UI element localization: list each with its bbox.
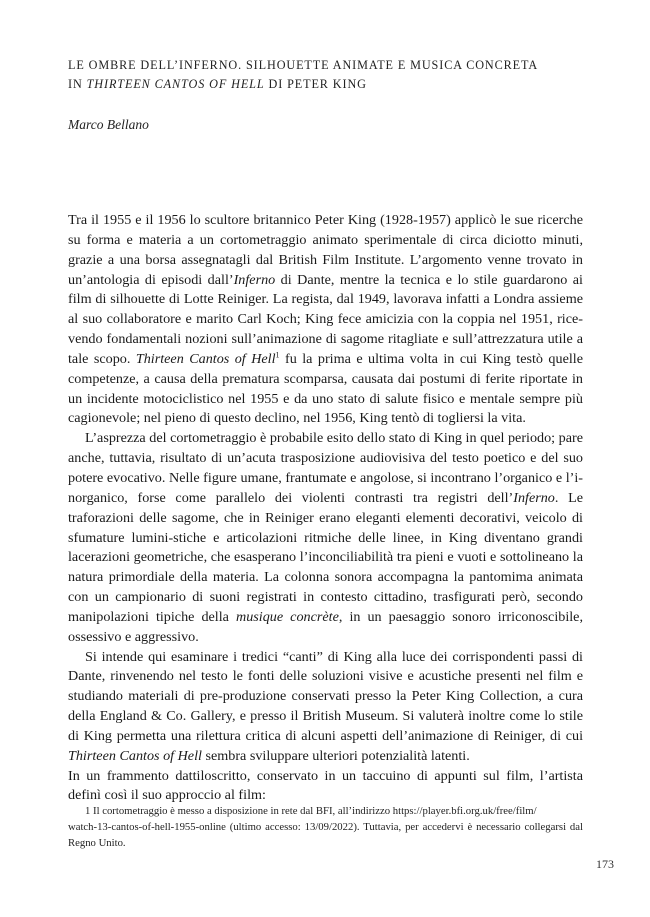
p3-italic-film-title: Thirteen Cantos of Hell [68, 747, 202, 764]
title-line-1: LE OMBRE DELL’INFERNO. SILHOUETTE ANIMATE E MUSICA CONCRETA [68, 58, 539, 72]
p1-text-a: Tra il 1955 e il 1956 lo scultore britannico Peter King (1928-1957) applicò le sue ricerche su forma e materia a un cortometraggio animato sperimentale di circa diciotto minuti, grazie a una borsa assegnatagli dal British Film Institute. L’argomento venne trovato in un’antologia di episodi dall’ [68, 212, 583, 288]
article-body [68, 211, 583, 806]
p1-text-c: di Dante, mentre la tecnica e lo stile guardarono ai film di silhouette di Lotte Reiniger. La regista, dal 1949, lavorava infatti a Londra assieme al suo collaboratore e marito Carl Koch; King fece amicizia con la coppia nel 1951, rice-vendo fondamentali nozioni sull’animazione di sagome ritagliate e sull’attrezzatura utile a tale scopo. [68, 271, 583, 367]
title-line-2 [68, 75, 588, 94]
p2-italic-inferno: Inferno [513, 489, 555, 506]
footnote-line-1: 1 Il cortometraggio è messo a disposizione in rete dal BFI, all’indirizzo https://player.bfi.org.uk/free/film/ [85, 805, 537, 817]
p2-italic-musique-concrete: musique concrète [236, 608, 339, 625]
paragraph-3 [68, 648, 583, 767]
p2-text-e: , in un paesaggio sonoro irriconoscibile, ossessivo e aggressivo. [68, 608, 583, 645]
footnote-1 [68, 803, 583, 851]
p2-text-c: . Le traforazioni delle sagome, che in Reiniger erano eleganti elementi decorativi, veicolo di sfumature lumini-stiche e articolazioni ritmiche delle linee, in King diventano grandi lacerazioni geometriche, che esasperano l’inconciliabilità tra pieni e vuoti e sottolineano la natura primordiale della materia. La colonna sonora accompagna la pantomima animata con un campionario di suoni registrati in contesto cittadino, trasfigurati però, secondo manipolazioni tipiche della [68, 489, 584, 625]
paragraph-4: In un frammento dattiloscritto, conservato in un taccuino di appunti sul film, l’artista definì così il suo approccio al film: [68, 767, 583, 804]
page-number: 173 [596, 857, 614, 871]
paragraph-2 [68, 429, 583, 647]
author-name: Marco Bellano [68, 117, 149, 132]
p2-text-a: L’asprezza del cortometraggio è probabile esito dello stato di King in quel periodo; pare anche, tuttavia, risultato di un’acuta trasposizione audiovisiva del testo poetico e del suo potere evocativo. Nelle figure umane, frantumate e angolose, si incontrano l’organico e l’i-norganico, forse come parallelo dei violenti contrasti tra registri dell’ [68, 430, 583, 506]
paragraph-1 [68, 211, 583, 429]
p1-italic-inferno: Inferno [233, 271, 276, 288]
p1-italic-film-title: Thirteen Cantos of Hell [135, 350, 276, 367]
title-line-2-prefix: IN [68, 77, 87, 91]
article-title [68, 56, 588, 94]
p3-text-c: sembra sviluppare ulteriori potenzialità latenti. [201, 747, 470, 764]
title-line-2-suffix: DI PETER KING [264, 77, 367, 91]
footnote-ref-1[interactable]: 1 [275, 350, 280, 360]
footnote-line-2: watch-13-cantos-of-hell-1955-online (ultimo accesso: 13/09/2022). Tuttavia, per accedervi è necessario collegarsi dal Regno Unito. [68, 821, 583, 849]
p3-text-a: Si intende qui esaminare i tredici “canti” di King alla luce dei corrispondenti passi di Dante, rinvenendo nel testo le fonti delle soluzioni visive e acustiche presenti nel film e studiando materiali di pre-produzione conservati presso la Peter King Collection, a cura della England & Co. Gallery, e presso il British Museum. Si valuterà inoltre come lo stile di King permetta una rilettura critica di alcuni aspetti dell’animazione di Reiniger, di cui [68, 648, 583, 744]
p1-text-e: fu la prima e ultima volta in cui King testò quelle competenze, a causa della prematura scomparsa, causata dai postumi di ferite riportate in un incidente motociclistico nel 1955 e da uno stato di salute fisico e mentale sempre più cagionevole; nel pieno di questo declino, nel 1956, King tentò di togliersi la vita. [68, 350, 583, 427]
title-film-name: THIRTEEN CANTOS OF HELL [86, 77, 265, 91]
